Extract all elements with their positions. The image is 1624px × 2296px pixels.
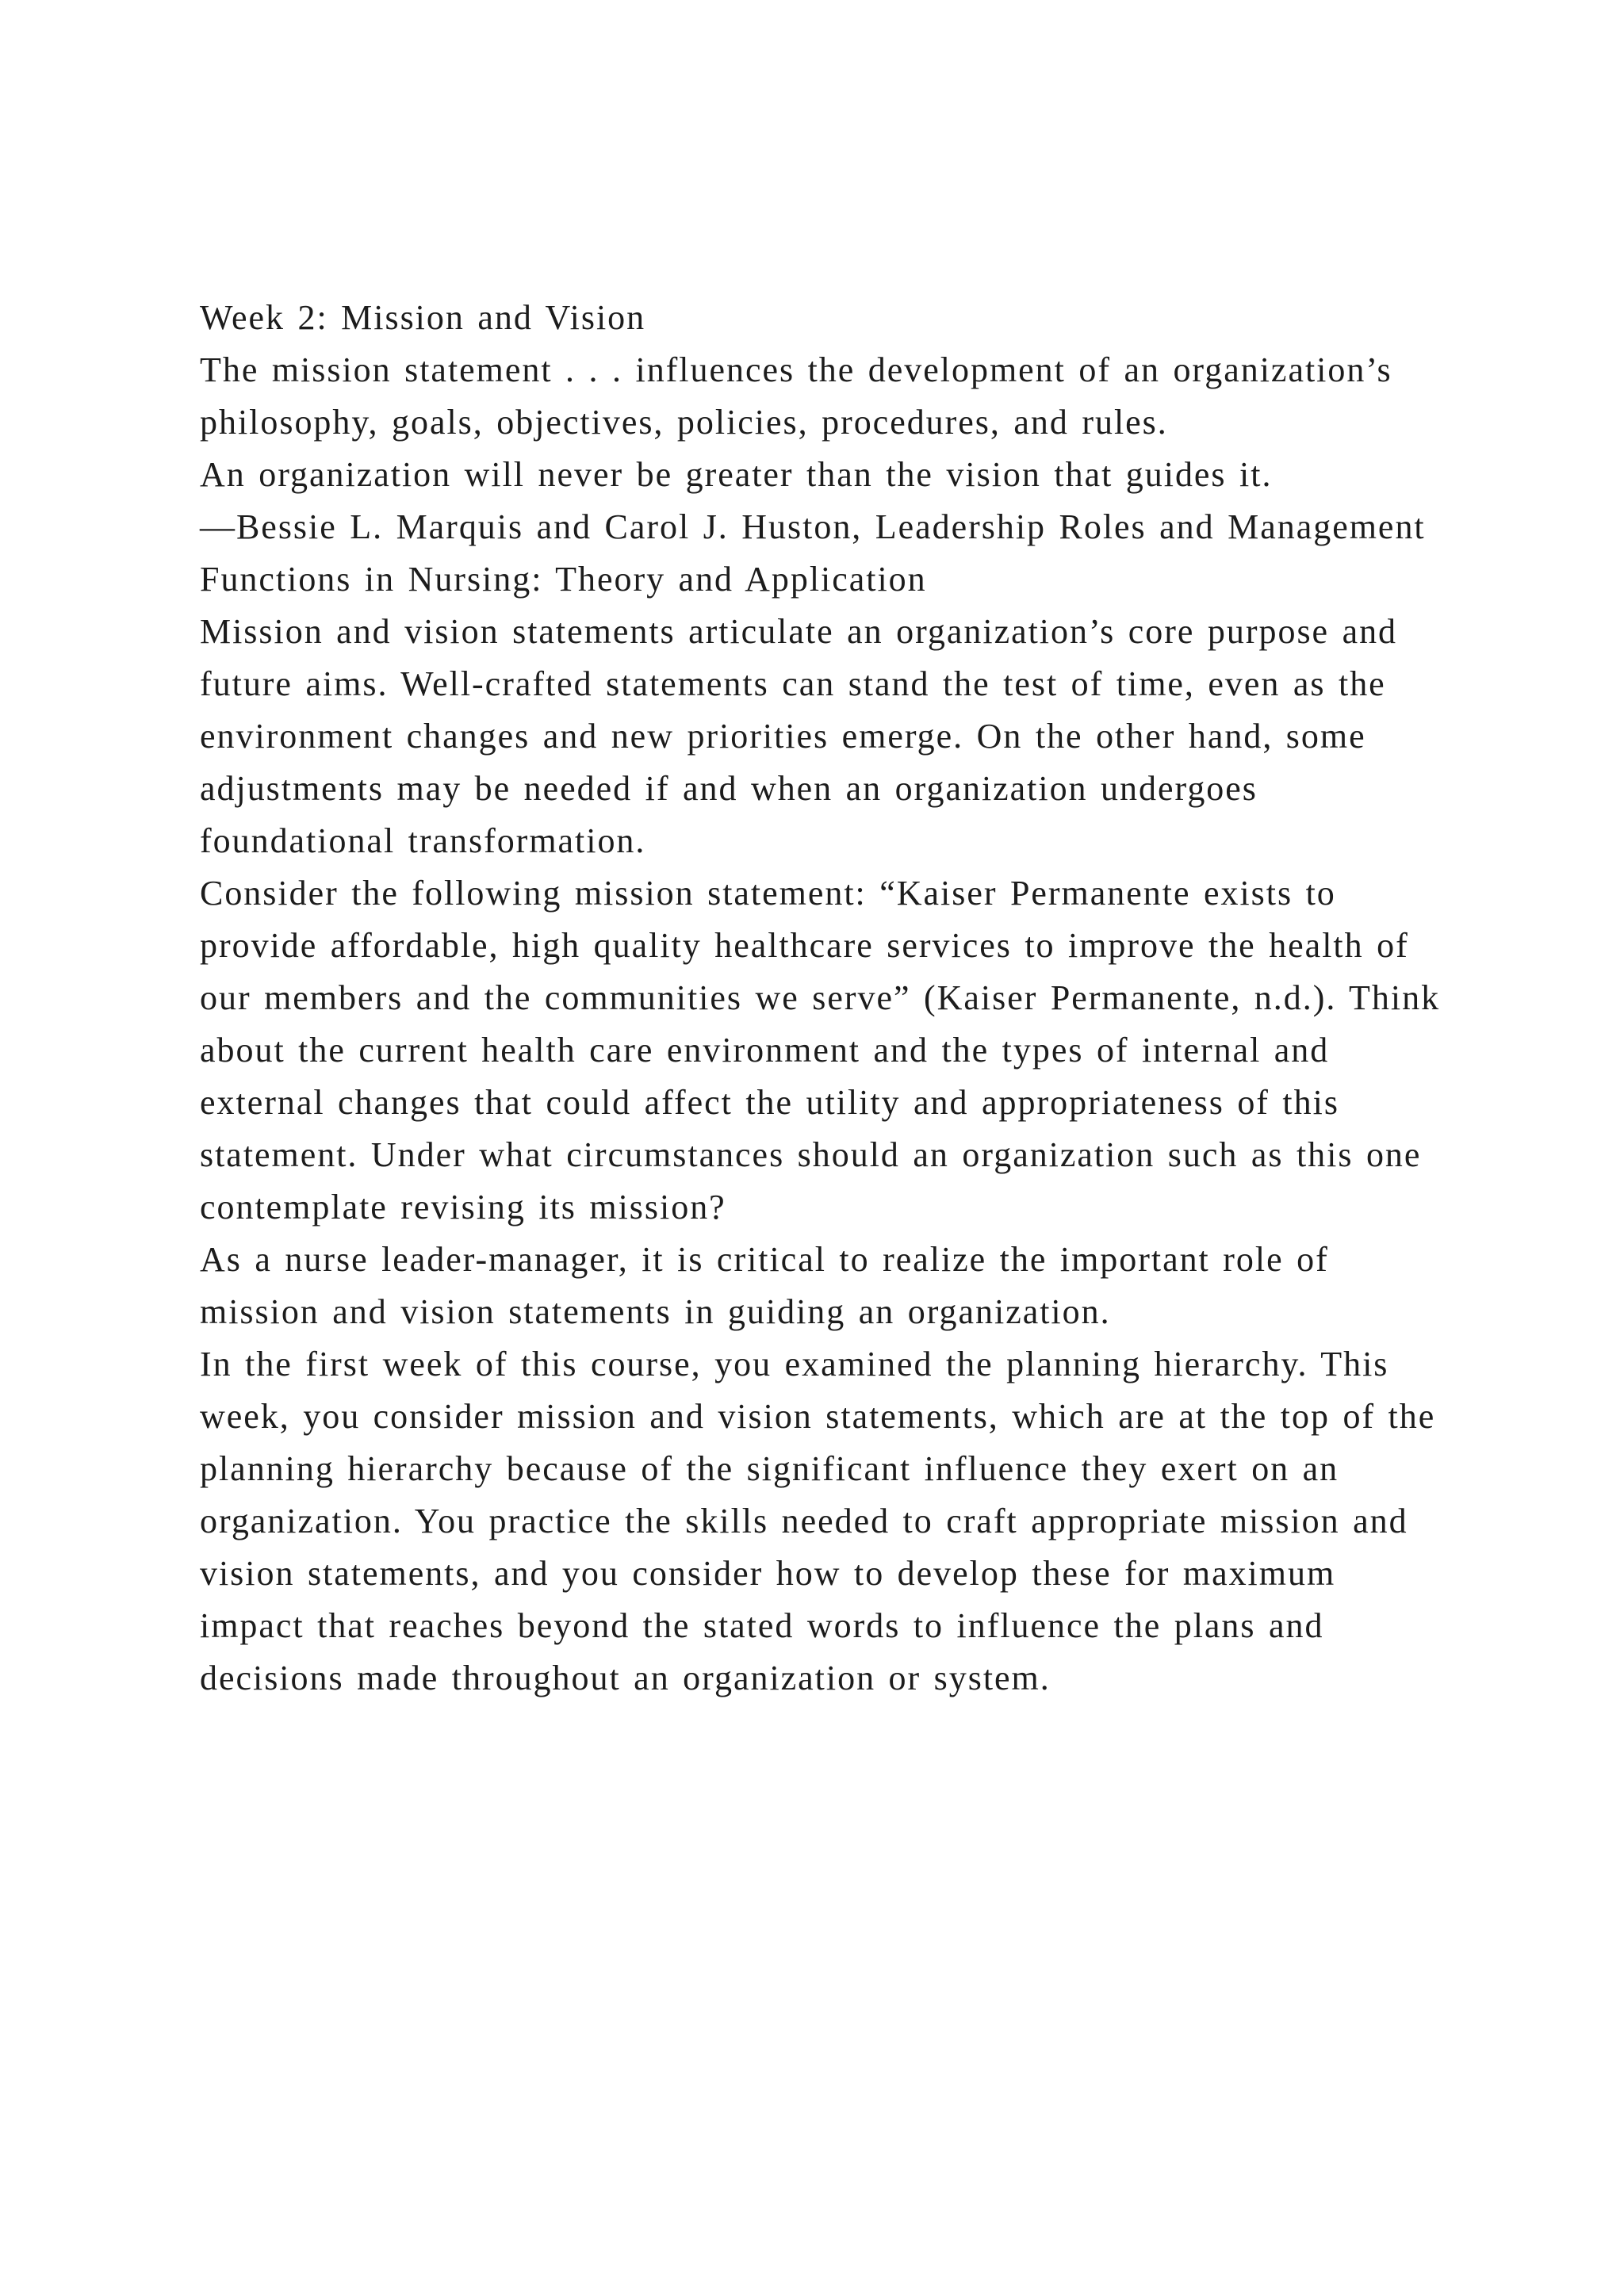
document-title: Week 2: Mission and Vision (200, 298, 646, 337)
paragraph: In the first week of this course, you examined the planning hierarchy. This week, you consider mission and vision statements, which are at the top of the planning hierarchy because of the significant influence they exert on an organization. You practice the skills needed to craft appropriate mission and vision statements, and you consider how to develop these for maximum impact that reaches beyond the stated words to influence the plans and decisions made throughout an organization or system. (200, 1345, 1436, 1697)
paragraph: The mission statement . . . influences the development of an organization’s philosophy, goals, objectives, policies, procedures, and rules. (200, 350, 1392, 442)
paragraph: Consider the following mission statement: “Kaiser Permanente exists to provide affordable, high quality healthcare services to improve the health of our members and the communities we serve” (Kaiser Permanente, n.d.). Think about the current health care environment and the types of internal and external changes that could affect the utility and appropriateness of this statement. Under what circumstances should an organization such as this one contemplate revising its mission? (200, 874, 1441, 1226)
paragraph: An organization will never be greater than the vision that guides it. (200, 455, 1273, 494)
paragraph: Mission and vision statements articulate an organization’s core purpose and future aims. Well-crafted statements can stand the test of time, even as the environment changes and new priorities emerge. On the other hand, some adjustments may be needed if and when an organization undergoes foundational transformation. (200, 612, 1398, 860)
document-body (200, 292, 1446, 1705)
paragraph: —Bessie L. Marquis and Carol J. Huston, Leadership Roles and Management Functions in Nursing: Theory and Application (200, 507, 1426, 599)
paragraph: As a nurse leader-manager, it is critical to realize the important role of mission and vision statements in guiding an organization. (200, 1240, 1329, 1331)
